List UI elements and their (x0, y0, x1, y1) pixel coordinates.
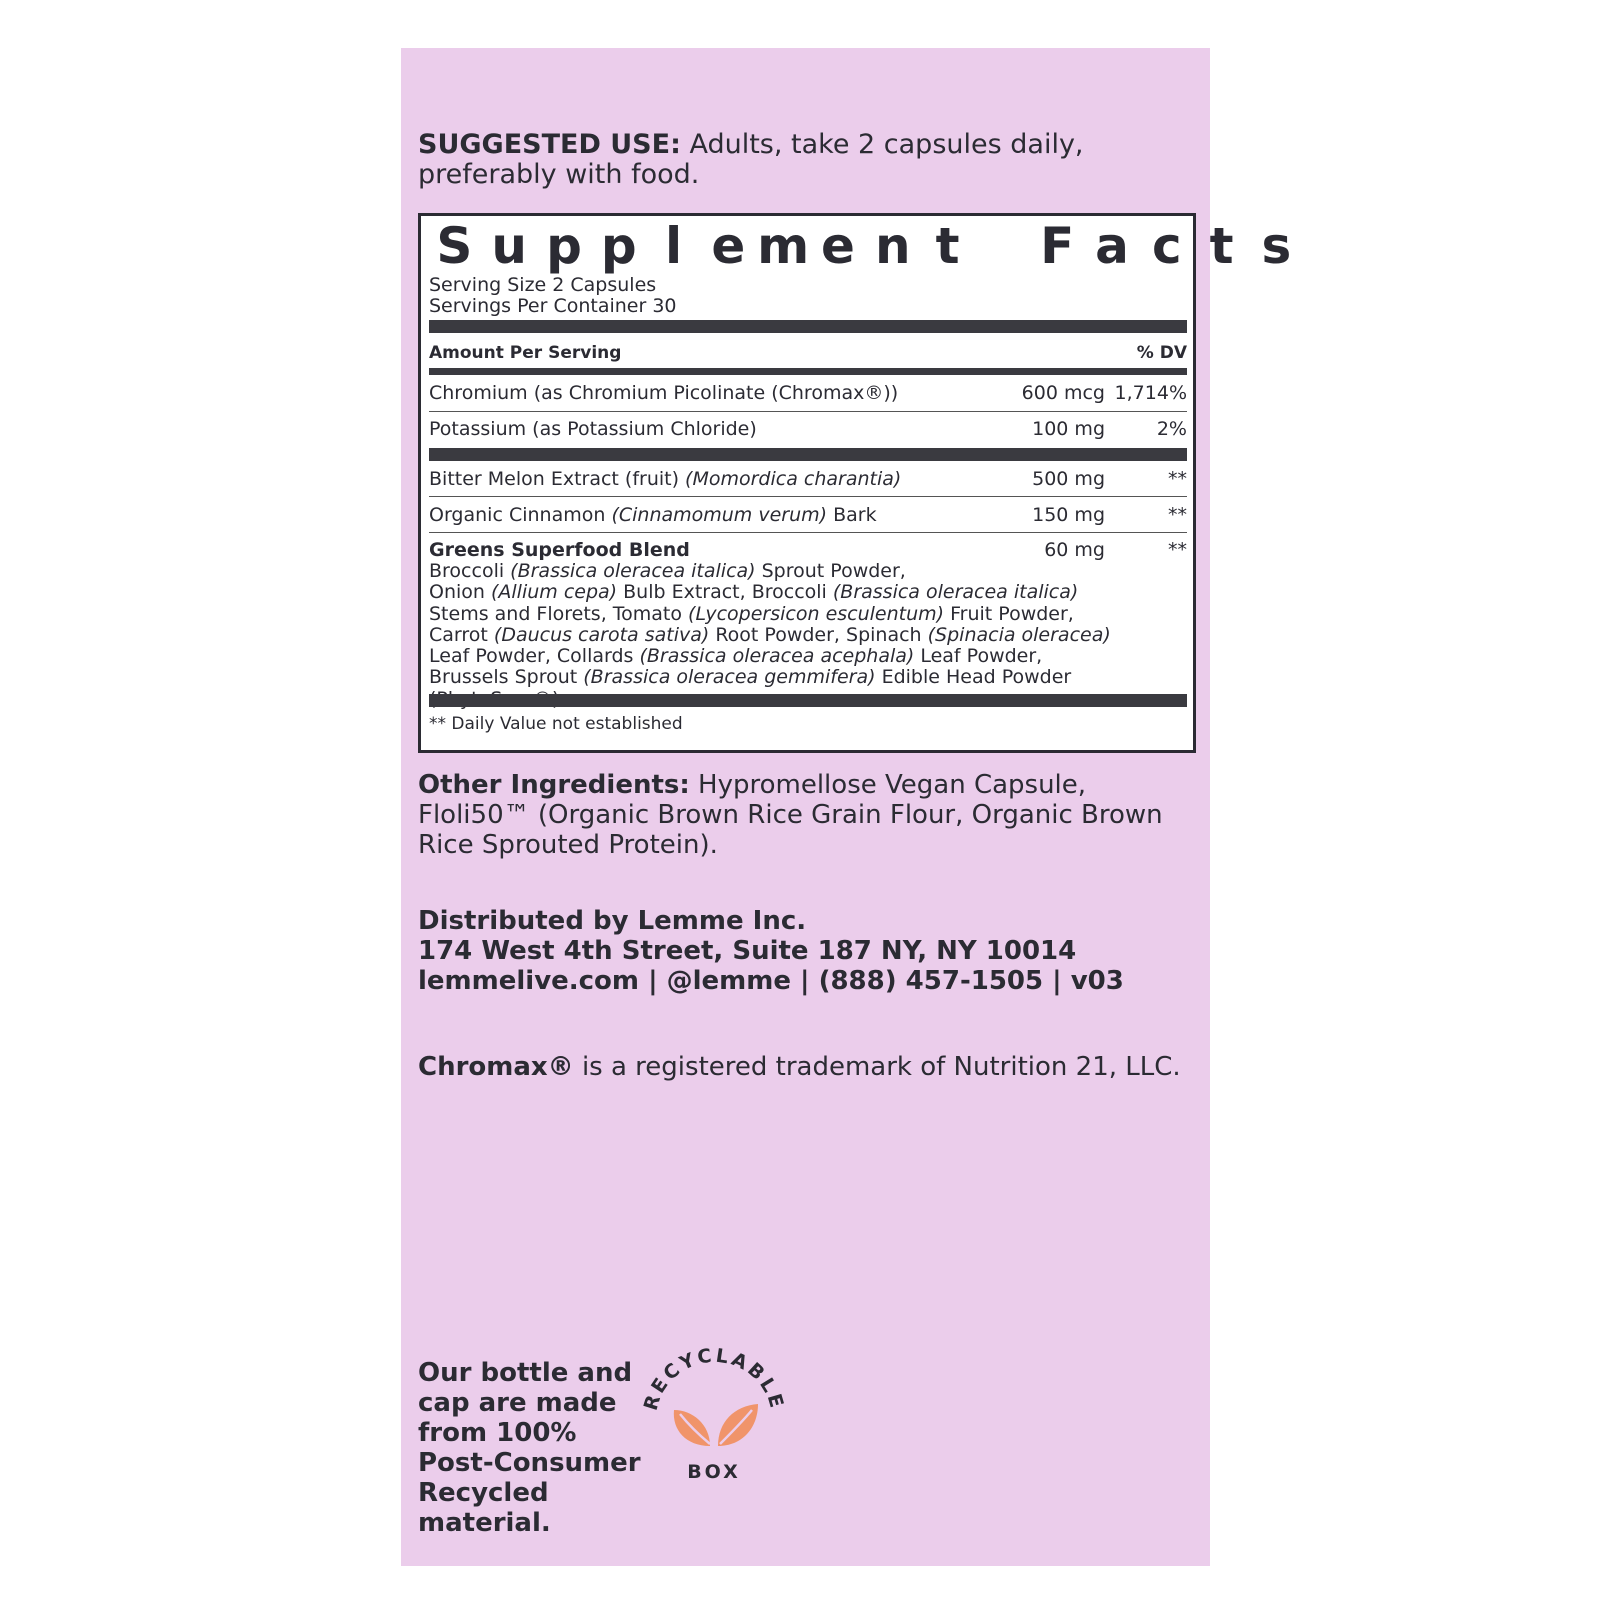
daily-value-footnote: ** Daily Value not established (429, 714, 683, 734)
ingredient-latin-name: (Momordica charantia) (685, 468, 902, 490)
distributor-address: 174 West 4th Street, Suite 187 NY, NY 10014 (418, 936, 1077, 966)
other-ingredients-text: Hypromellose Vegan Capsule, Floli50™ (Organic Brown Rice Grain Flour, Organic Brown Rice Sprouted Protein). (418, 770, 1163, 860)
ingredient-dv: ** (1168, 504, 1187, 526)
ingredient-name (429, 468, 901, 490)
dv-header: % DV (1136, 343, 1187, 363)
bottle-note-line: Recycled material. (418, 1478, 551, 1538)
amount-per-serving-label: Amount Per Serving (429, 343, 622, 363)
title-letter: c (1151, 217, 1182, 275)
nutrient-dv: 2% (1156, 418, 1187, 440)
ingredient-text: Sprout Powder, (755, 560, 906, 582)
title-letter: e (821, 217, 855, 275)
nutrient-amount: 100 mg (1032, 418, 1105, 440)
thick-divider (429, 448, 1187, 461)
ingredient-text: Fruit Powder, (944, 602, 1074, 625)
distributor-name: Distributed by Lemme Inc. (418, 906, 807, 936)
other-ingredients (418, 770, 1193, 860)
supplement-facts-title (427, 217, 1292, 275)
title-letter: u (491, 217, 527, 275)
title-letter: S (436, 217, 473, 275)
blend-dv: ** (1168, 539, 1187, 561)
serving-size: Serving Size 2 Capsules (429, 274, 657, 296)
thick-divider (429, 694, 1187, 707)
leaf-icon (674, 1404, 758, 1446)
nutrient-name: Chromium (as Chromium Picolinate (Chromax®)) (429, 382, 899, 404)
title-letter: s (1261, 217, 1292, 275)
latin-name: (Daucus carota sativa) (493, 623, 710, 646)
ingredient-text: Brussels Sprout (429, 666, 584, 689)
trademark-brand: Chromax® (418, 1052, 574, 1082)
latin-name: (Spinacia oleracea) (927, 623, 1111, 646)
blend-line (429, 604, 1187, 625)
latin-name: (Brassica oleracea italica) (832, 581, 1079, 604)
ingredient-amount: 500 mg (1032, 468, 1105, 490)
trademark-notice (418, 1052, 1193, 1082)
recyclable-box-badge (634, 1328, 794, 1488)
other-ingredients-label: Other Ingredients: (418, 770, 690, 800)
latin-name: (Lycopersicon esculentum) (688, 602, 945, 625)
title-letter: p (546, 217, 582, 275)
blend-amount: 60 mg (1044, 539, 1105, 561)
ingredient-dv: ** (1168, 468, 1187, 490)
ingredient-text: Leaf Powder, (914, 645, 1043, 668)
thick-divider (429, 320, 1187, 333)
suggested-use (418, 130, 1193, 190)
title-letter: e (711, 217, 746, 275)
distributor-contact: lemmelive.com | @lemme | (888) 457-1505 | v03 (418, 966, 1124, 996)
ingredient-text: Stems and Florets, Tomato (429, 602, 689, 625)
supplement-facts-table (418, 213, 1292, 753)
bottle-note-line: Our bottle and (418, 1358, 633, 1388)
label-panel (401, 48, 1292, 1566)
ingredient-text: Onion (429, 581, 491, 604)
ingredient-text: Broccoli (429, 560, 511, 582)
ingredient-text: Edible Head Powder (881, 666, 1072, 689)
recycled-bottle-note (418, 1358, 658, 1538)
suggested-use-label: SUGGESTED USE: (418, 129, 681, 160)
bottle-note-line: cap are made (418, 1388, 617, 1418)
latin-name: (Brassica oleracea acephala) (639, 645, 915, 668)
bottle-note-line: Post-Consumer (418, 1448, 641, 1478)
badge-arc-text: RECYCLABLE (639, 1344, 789, 1413)
ingredient-latin-name: (Cinnamomum verum) (611, 504, 828, 526)
row-divider (429, 496, 1187, 497)
title-letter: a (1095, 217, 1129, 275)
suggested-use-text: Adults, take 2 capsules daily, preferably with food. (418, 129, 1084, 190)
servings-per-container: Servings Per Container 30 (429, 295, 677, 317)
title-letter: t (1209, 217, 1234, 275)
ingredient-text: Leaf Powder, Collards (429, 645, 640, 668)
title-letter: n (874, 217, 911, 275)
title-letter (975, 218, 1030, 274)
blend-ingredients (429, 561, 1187, 710)
row-divider (429, 532, 1187, 533)
nutrient-name: Potassium (as Potassium Chloride) (429, 418, 757, 440)
ingredient-text: Bulb Extract, Broccoli (617, 581, 833, 604)
ingredient-common-name: Bitter Melon Extract (fruit) (429, 468, 686, 490)
ingredient-text: Root Powder, Spinach (709, 623, 928, 646)
latin-name: (Allium cepa) (490, 581, 618, 604)
nutrient-dv: 1,714% (1114, 382, 1187, 404)
nutrient-amount: 600 mcg (1021, 382, 1105, 404)
title-letter: l (665, 217, 683, 275)
latin-name: (Brassica oleracea italica) (510, 560, 756, 582)
row-divider (429, 411, 1187, 412)
ingredient-part: Bark (827, 504, 877, 526)
blend-line (429, 625, 1187, 646)
ingredient-common-name: Organic Cinnamon (429, 504, 612, 526)
trademark-text: is a registered trademark of Nutrition 21, LLC. (573, 1052, 1181, 1082)
blend-line (429, 582, 1187, 603)
badge-bottom-text: BOX (687, 1461, 741, 1483)
title-letter: F (1040, 217, 1075, 275)
title-letter: p (600, 217, 637, 275)
ingredient-name (429, 504, 877, 526)
blend-line (429, 646, 1187, 667)
blend-name: Greens Superfood Blend (429, 539, 690, 561)
distributor-info (418, 906, 1193, 996)
blend-line (429, 561, 1187, 582)
medium-divider (429, 368, 1187, 375)
ingredient-amount: 150 mg (1032, 504, 1105, 526)
latin-name: (Brassica oleracea gemmifera) (583, 666, 876, 689)
ingredient-text: Carrot (429, 623, 494, 646)
bottle-note-line: from 100% (418, 1418, 577, 1448)
title-letter: t (935, 217, 960, 275)
title-letter: m (757, 217, 810, 275)
